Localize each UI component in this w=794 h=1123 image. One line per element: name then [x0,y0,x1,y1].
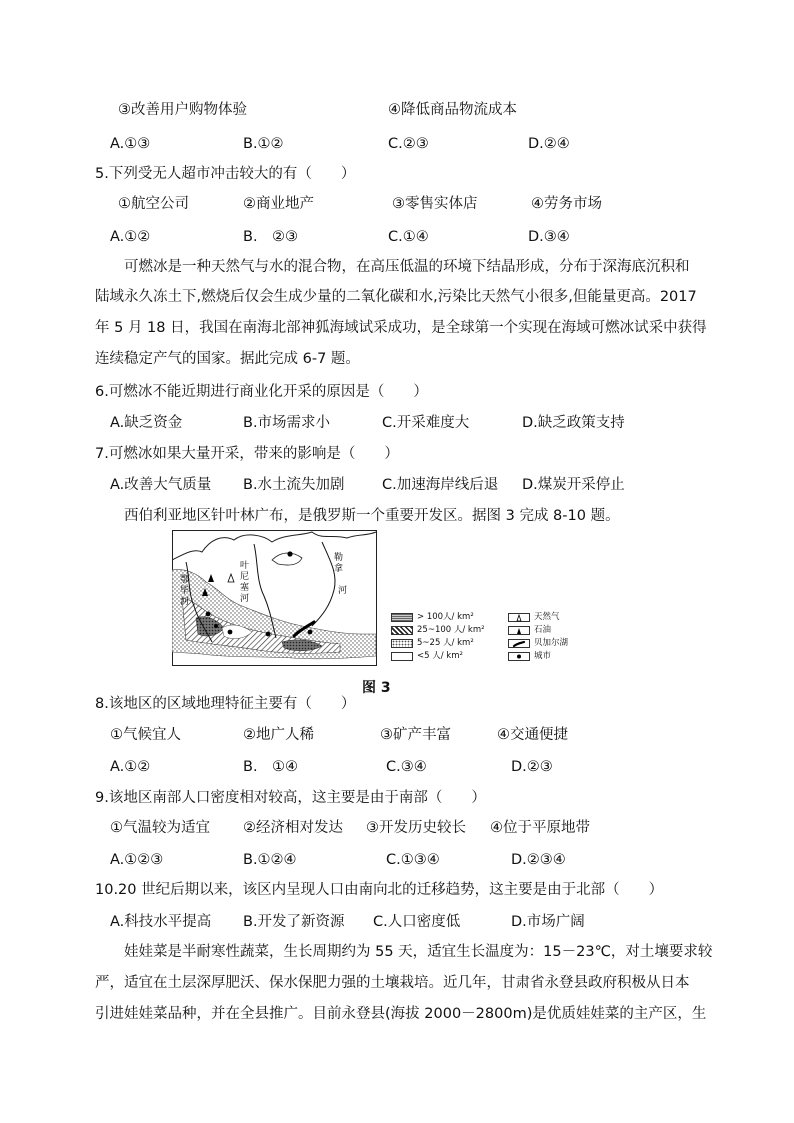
q9-item-3: ③开发历史较长 [366,820,466,836]
q4-option-c: C.②③ [388,136,429,152]
passage3-line-2: 严，适宜在土层深厚肥沃、保水保肥力强的土壤栽培。近几年，甘肃省永登县政府积极从日本 [95,975,690,991]
city-mark [228,630,233,635]
q6-option-b: B.市场需求小 [243,415,331,431]
q9-option-d: D.②③④ [511,852,566,868]
q7-option-b: B.水土流失加剧 [243,477,345,493]
q9-option-b: B.①②④ [243,852,297,868]
q8-item-2: ②地广人稀 [243,727,314,743]
q10-option-b: B.开发了新资源 [243,914,345,930]
q7-option-d: D.煤炭开采停止 [522,477,625,493]
q9-option-c: C.①③④ [386,852,440,868]
q6-stem: 6.可燃冰不能近期进行商业化开采的原因是（ ） [95,384,428,400]
q5-option-d: D.③④ [528,229,570,245]
q9-stem: 9.该地区南部人口密度相对较高，这主要是由于南部（ ） [95,790,486,806]
q9-item-2: ②经济相对发达 [243,820,343,836]
city-mark [206,612,211,617]
passage2: 西伯利亚地区针叶林广布，是俄罗斯一个重要开发区。据图 3 完成 8-10 题。 [124,508,620,524]
q5-item-1: ①航空公司 [118,196,189,212]
legend-swatch-dense [391,613,413,622]
q5-option-b: B. ②③ [243,229,299,245]
city-mark [287,551,292,556]
passage1-line-2: 陆域永久冻土下,燃烧后仅会生成少量的二氧化碳和水,污染比天然气小很多,但能量更高。2017 [95,289,697,305]
q8-option-b: B. ①④ [243,759,299,775]
q9-item-1: ①气温较为适宜 [110,820,210,836]
passage1-line-4: 连续稳定产气的国家。据此完成 6-7 题。 [95,351,360,367]
passage3-line-1: 娃娃菜是半耐寒性蔬菜，生长周期约为 55 天，适宜生长温度为：15－23℃，对土壤要求较 [124,944,713,960]
legend-label-2: 25~100 人/ km² [417,625,485,635]
legend-symbol-label-3: 贝加尔湖 [534,638,569,648]
q7-stem: 7.可燃冰如果大量开采，带来的影响是（ ） [95,446,399,462]
legend-label-3: 5~25 人/ km² [417,638,474,648]
q6-option-c: C.开采难度大 [382,415,470,431]
q5-item-3: ③零售实体店 [392,196,478,212]
q6-option-d: D.缺乏政策支持 [522,415,625,431]
passage3-line-3: 引进娃娃菜品种，并在全县推广。目前永登县(海拔 2000－2800m)是优质娃娃菜的主产区，生 [95,1006,707,1022]
q10-option-c: C.人口密度低 [373,914,461,930]
q8-option-d: D.②③ [511,759,553,775]
q7-option-c: C.加速海岸线后退 [382,477,499,493]
q4-option-d: D.②④ [528,136,570,152]
q4-option-a: A.①③ [110,136,151,152]
lake-icon [508,639,530,648]
q8-item-3: ③矿产丰富 [380,727,451,743]
q4-item-3: ③改善用户购物体验 [118,102,247,118]
city-mark [266,632,271,637]
oil-icon [508,626,530,635]
passage1-line-1: 可燃冰是一种天然气与水的混合物，在高压低温的环境下结晶形成，分布于深海底沉积和 [124,259,690,275]
q7-option-a: A.改善大气质量 [110,477,212,493]
q5-option-c: C.①④ [388,229,429,245]
q6-option-a: A.缺乏资金 [110,415,183,431]
city-icon [508,652,530,661]
gas-icon [508,613,530,622]
q5-item-2: ②商业地产 [243,196,314,212]
q9-item-4: ④位于平原地带 [490,820,590,836]
legend-swatch-blank [391,652,413,661]
city-mark [308,630,313,635]
legend-swatch-hatch [391,626,413,635]
legend-swatch-dots [391,639,413,648]
legend-symbol-label-2: 石油 [534,625,552,635]
yenisei-river-label: 叶尼塞河 [240,561,250,604]
q4-option-b: B.①② [243,136,284,152]
q8-item-4: ④交通便捷 [497,727,568,743]
q8-option-a: A.①② [110,759,151,775]
q10-option-a: A.科技水平提高 [110,914,212,930]
city-mark [214,624,218,628]
q8-item-1: ①气候宜人 [110,727,181,743]
figure-caption: 图 3 [362,680,391,696]
passage1-line-3: 年 5 月 18 日，我国在南海北部神狐海域试采成功，是全球第一个实现在海域可燃冰试采中获得 [95,320,707,336]
siberia-population-map [172,530,377,666]
q10-option-d: D.市场广阔 [511,914,585,930]
legend-label-4: <5 人/ km² [417,651,463,661]
legend-symbol-label-4: 城市 [534,651,552,661]
q10-stem: 10.20 世纪后期以来，该区内呈现人口由南向北的迁移趋势，这主要是由于北部（ ） [95,882,664,898]
ob-river-label: 鄂毕河 [180,575,190,607]
q4-item-4: ④降低商品物流成本 [388,102,517,118]
q5-option-a: A.①② [110,229,151,245]
q9-option-a: A.①②③ [110,852,164,868]
q8-stem: 8.该地区的区域地理特征主要有（ ） [95,696,356,712]
legend-label-1: > 100人/ km² [417,612,474,622]
q5-stem: 5.下列受无人超市冲击较大的有（ ） [95,166,356,182]
q5-item-4: ④劳务市场 [531,196,602,212]
legend-symbol-label-1: 天然气 [534,612,560,622]
lena-river-label: 勒拿河 [334,553,348,596]
q8-option-c: C.③④ [386,759,427,775]
